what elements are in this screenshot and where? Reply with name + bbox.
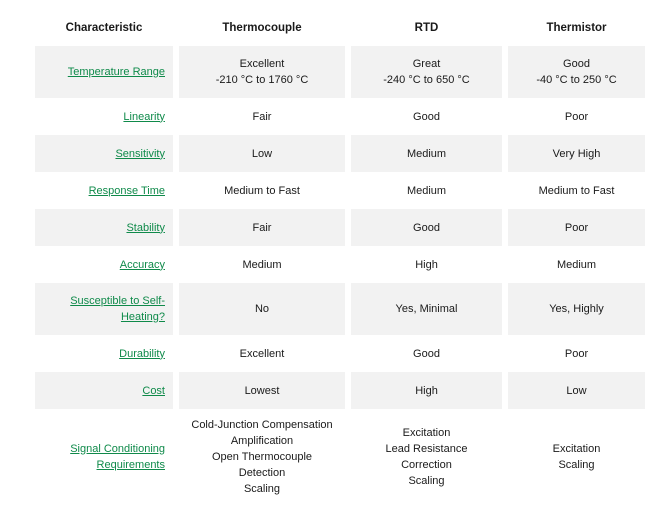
table-cell: Yes, Highly <box>508 283 645 335</box>
row-label-link[interactable]: Response Time <box>88 184 165 197</box>
table-cell: Poor <box>508 209 645 246</box>
row-label-link[interactable]: Signal Conditioning Requirements <box>70 442 165 471</box>
table-cell: Excitation Lead Resistance Correction Scaling <box>385 426 468 487</box>
row-label-cell <box>35 283 173 335</box>
table-cell: Great -240 °C to 650 °C <box>351 46 502 98</box>
row-label-cell <box>35 172 173 209</box>
row-label-cell <box>35 372 173 409</box>
table-cell: Medium <box>242 258 282 271</box>
table-cell: High <box>351 372 502 409</box>
row-label-cell <box>35 135 173 172</box>
comparison-table <box>35 10 645 504</box>
row-label-cell <box>35 246 173 283</box>
header-thermocouple: Thermocouple <box>222 22 302 34</box>
row-label-link[interactable]: Linearity <box>123 110 165 123</box>
table-cell: Low <box>508 372 645 409</box>
row-label-link[interactable]: Temperature Range <box>67 66 165 78</box>
row-label-link[interactable]: Accuracy <box>119 258 165 271</box>
row-label-link[interactable]: Stability <box>126 221 165 234</box>
table-cell: Fair <box>252 110 272 123</box>
table-cell: High <box>415 258 438 271</box>
table-cell: Very High <box>508 135 645 172</box>
row-label-cell <box>35 335 173 372</box>
table-cell: Good <box>351 209 502 246</box>
table-cell: Medium <box>556 258 597 271</box>
table-cell: Medium <box>406 184 447 197</box>
table-cell: Lowest <box>179 372 345 409</box>
table-cell: No <box>179 283 345 335</box>
table-cell: Poor <box>564 110 589 123</box>
row-label-cell <box>35 98 173 135</box>
row-label-link[interactable]: Sensitivity <box>115 147 165 160</box>
table-cell: Excitation Scaling <box>552 442 601 471</box>
table-cell: Low <box>179 135 345 172</box>
row-label-link[interactable]: Susceptible to Self- Heating? <box>70 295 165 323</box>
table-cell: Fair <box>179 209 345 246</box>
table-cell: Yes, Minimal <box>351 283 502 335</box>
table-cell: Medium <box>351 135 502 172</box>
row-label-cell <box>35 209 173 246</box>
table-cell: Excellent <box>239 347 285 360</box>
row-label-link[interactable]: Cost <box>142 384 165 397</box>
row-label-link[interactable]: Durability <box>119 347 165 360</box>
table-cell: Medium to Fast <box>538 184 615 197</box>
table-cell: Poor <box>564 347 589 360</box>
row-label-cell <box>35 46 173 98</box>
table-cell: Cold-Junction Compensation Amplification Open Thermocouple Detection Scaling <box>191 418 333 495</box>
table-cell: Medium to Fast <box>224 184 300 197</box>
table-cell: Excellent -210 °C to 1760 °C <box>179 46 345 98</box>
table-cell: Good <box>413 347 440 360</box>
table-cell: Good -40 °C to 250 °C <box>508 46 645 98</box>
table-cell: Good <box>413 110 440 123</box>
header-rtd: RTD <box>414 22 439 34</box>
header-thermistor: Thermistor <box>546 22 607 34</box>
row-label-cell <box>35 409 173 504</box>
header-characteristic: Characteristic <box>65 22 143 34</box>
